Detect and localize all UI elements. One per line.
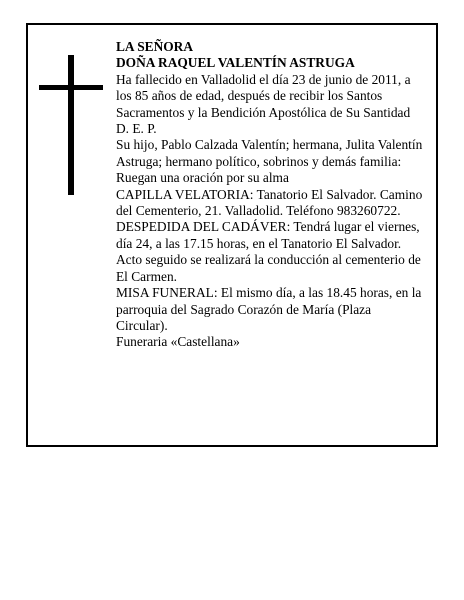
death-announcement: Ha fallecido en Valladolid el día 23 de junio de 2011, a los 85 años de edad, después de recibir los Santos Sacramentos y la Bendición Apostólica de Su Santidad D. E. P. (116, 71, 411, 137)
farewell-info: DESPEDIDA DEL CADÁVER: Tendrá lugar el viernes, día 24, a las 17.15 horas, en el Tanatorio El Salvador. Acto seguido se realizará la conducción al cementerio de El Carmen. (116, 219, 421, 284)
family-list: Su hijo, Pablo Calzada Valentín; hermana, Julita Valentín Astruga; hermano político, sobrinos y demás familia: (116, 137, 423, 169)
notice-text (116, 39, 426, 351)
prayer-request: Ruegan una oración por su alma (116, 170, 289, 186)
cross-horizontal-bar (39, 85, 103, 90)
funeral-home: Funeraria «Castellana» (116, 334, 240, 350)
mass-info: MISA FUNERAL: El mismo día, a las 18.45 horas, en la parroquia del Sagrado Corazón de María (Plaza Circular). (116, 285, 422, 333)
heading-title: LA SEÑORA (116, 39, 194, 54)
deceased-name: DOÑA RAQUEL VALENTÍN ASTRUGA (116, 55, 355, 71)
chapel-info: CAPILLA VELATORIA: Tanatorio El Salvador. Camino del Cementerio, 21. Valladolid. Teléfono 983260722. (116, 186, 423, 219)
obituary-notice (26, 23, 438, 447)
cross-vertical-bar (68, 55, 74, 195)
